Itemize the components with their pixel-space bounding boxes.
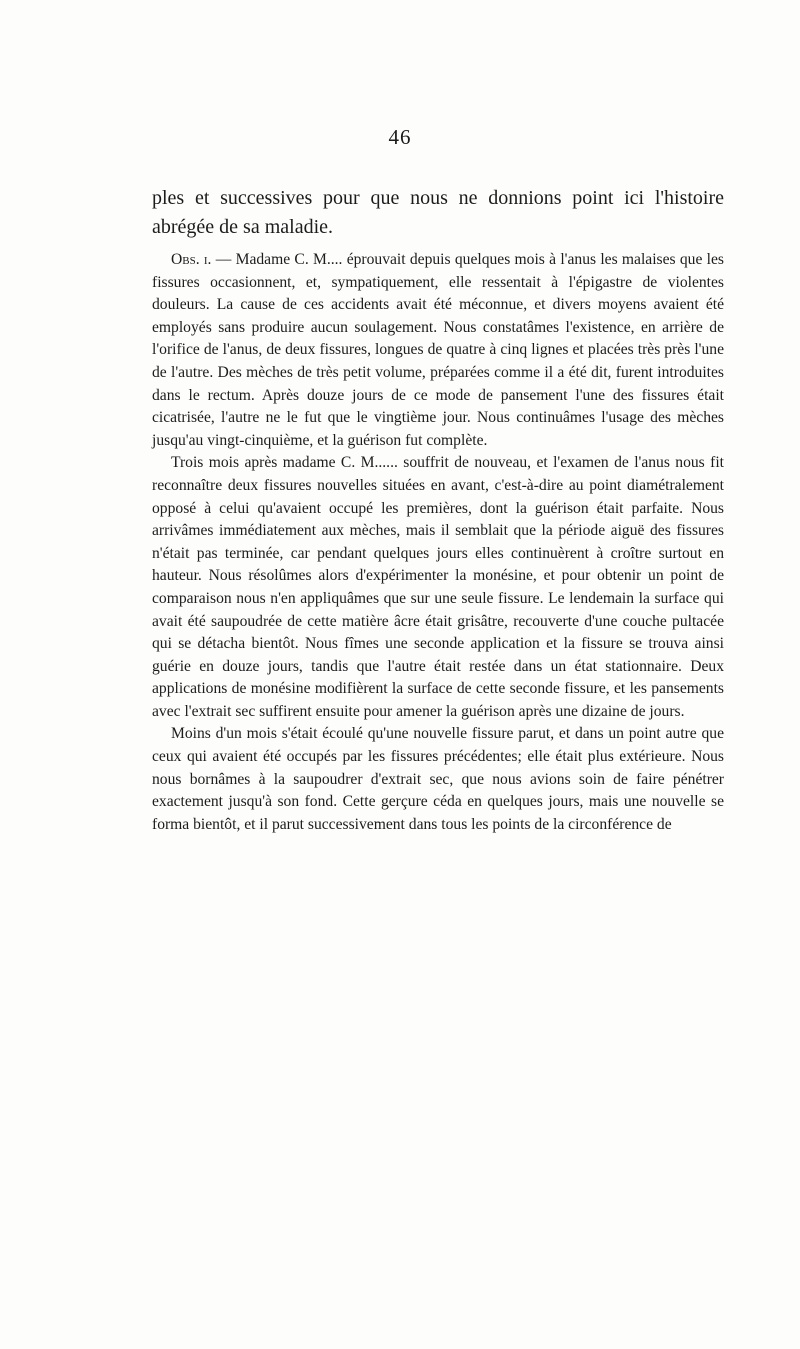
observation-label: Obs. i. — [171, 251, 232, 268]
observation-paragraph-1 [152, 249, 724, 452]
observation-paragraph-2: Trois mois après madame C. M...... souffrit de nouveau, et l'examen de l'anus nous fit reconnaître deux fissures nouvelles situées en avant, c'est-à-dire au point diamétralement opposé à celui qu'avaient occupé les premières, dont la guérison était parfaite. Nous arrivâmes immédiatement aux mèches, mais il semblait que la période aiguë des fissures n'était pas terminée, car pendant quelques jours elles continuèrent à croître surtout en hauteur. Nous résolûmes alors d'expérimenter la monésine, et pour obtenir un point de comparaison nous n'en appliquâmes que sur une seule fissure. Le lendemain la surface qui avait été saupoudrée de cette matière âcre était grisâtre, recouverte d'une couche pultacée qui se détacha bientôt. Nous fîmes une seconde application et la fissure se trouva ainsi guérie en douze jours, tandis que l'autre était restée dans un état stationnaire. Deux applications de monésine modifièrent la surface de cette seconde fissure, et les pansements avec l'extrait sec suffirent ensuite pour amener la guérison après une dizaine de jours. [152, 454, 724, 720]
observation-paragraph-3: Moins d'un mois s'était écoulé qu'une nouvelle fissure parut, et dans un point autre que ceux qui avaient été occupés par les fissures précédentes; elle était plus extérieure. Nous nous bornâmes à la saupoudrer d'extrait sec, que nous avions soin de faire pénétrer exactement jusqu'à son fond. Cette gerçure céda en quelques jours, mais une nouvelle se forma bientôt, et il parut successivement dans tous les points de la circonférence de [152, 725, 724, 833]
intro-paragraph: ples et successives pour que nous ne donnions point ici l'histoire abrégée de sa maladie. [152, 187, 724, 238]
page-number: 46 [388, 125, 412, 149]
observation-text-1: Madame C. M.... éprouvait depuis quelques mois à l'anus les malaises que les fissures occasionnent, et, sympatiquement, elle ressentait à l'épigastre de violentes douleurs. La cause de ces accidents avait été méconnue, et divers moyens avaient été employés sans produire aucun soulagement. Nous constatâmes l'existence, en arrière de l'orifice de l'anus, de deux fissures, longues de quatre à cinq lignes et placées très près l'une de l'autre. Des mèches de très petit volume, préparées comme il a été dit, furent introduites dans le rectum. Après douze jours de ce mode de pansement l'une des fissures était cicatrisée, l'autre ne le fut que le vingtième jour. Nous continuâmes l'usage des mèches jusqu'au vingt-cinquième, et la guérison fut complète. [152, 251, 724, 449]
observation-body [152, 249, 724, 836]
intro-paragraph-block [152, 184, 724, 242]
